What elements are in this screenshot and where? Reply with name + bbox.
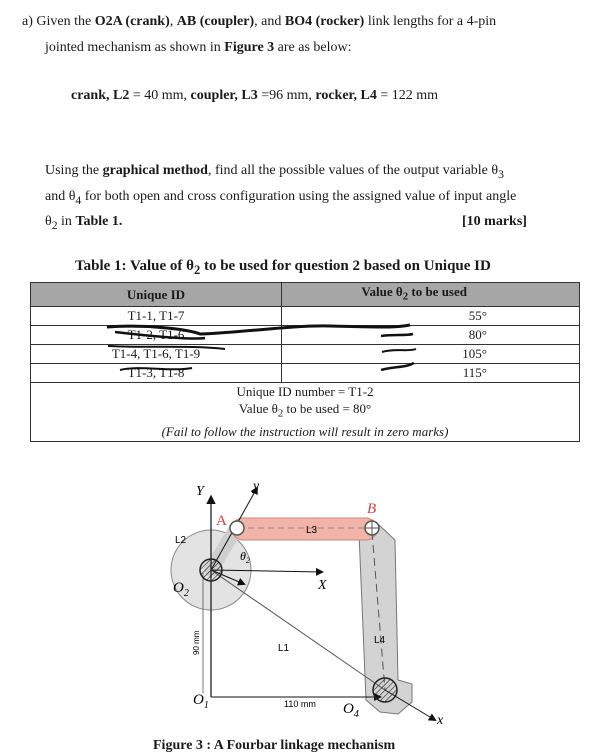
note-unique-id: Unique ID number = T1-2 <box>236 384 374 400</box>
crank-length-value: = 40 mm, <box>129 88 191 103</box>
crank-length-label: crank, L2 <box>71 88 130 103</box>
subscript: 2 <box>402 290 409 303</box>
header-text: to be used <box>408 284 467 299</box>
coupler-term: AB (coupler) <box>176 14 255 29</box>
joint-A <box>230 521 244 535</box>
header-unique-id: Unique ID <box>31 283 282 307</box>
subscript: 2 <box>277 407 284 420</box>
question-text: , <box>169 14 177 29</box>
label-dim-vertical: 90 mm <box>192 630 201 655</box>
label-X: X <box>318 578 327 593</box>
subscript: 2 <box>51 218 58 232</box>
note-warning: (Fail to follow the instruction will result in zero marks) <box>161 423 449 439</box>
coupler-length-label: coupler, L3 <box>190 88 258 103</box>
pivot-O4 <box>373 678 397 702</box>
graphical-method-term: graphical method <box>102 163 208 178</box>
task-text: Using the <box>45 163 103 178</box>
figure-reference: Figure 3 <box>224 40 275 55</box>
header-text: Value θ <box>361 284 403 299</box>
label-O2: $O_2$ <box>173 580 189 599</box>
label-dim-horizontal: 110 mm <box>284 699 316 709</box>
label-O1: $O_1$ <box>193 692 209 711</box>
label-Y: Y <box>196 484 204 499</box>
marks-label: [10 marks] <box>462 214 527 229</box>
note-text: to be used = 80° <box>283 401 372 417</box>
subscript: 3 <box>498 167 504 181</box>
caption-text: Table 1: Value of θ <box>75 258 194 274</box>
subscript: 2 <box>193 263 201 277</box>
label-L3: L3 <box>306 525 318 536</box>
task-text: and θ <box>45 189 76 204</box>
row-id: T1-2, T1-6 <box>31 325 282 344</box>
row-value: 115° <box>282 363 580 382</box>
note-text: Value θ <box>238 401 278 417</box>
pivot-O2 <box>200 559 222 581</box>
figure-caption: Figure 3 : A Fourbar linkage mechanism <box>153 738 396 753</box>
question-text: jointed mechanism as shown in <box>45 40 225 55</box>
row-value: 55° <box>282 306 580 325</box>
label-A: A <box>216 513 227 529</box>
row-value: 105° <box>282 344 580 363</box>
caption-text: to be used for question 2 based on Unique ID <box>200 258 491 274</box>
label-x: x <box>437 713 444 728</box>
label-y: y <box>253 479 260 494</box>
row-value: 80° <box>282 325 580 344</box>
label-L2: L2 <box>175 535 187 546</box>
question-text: are as below: <box>274 40 352 55</box>
label-L4: L4 <box>374 635 386 646</box>
task-text: for both open and cross configuration using the assigned value of input angle <box>81 189 517 204</box>
coupler-link <box>232 518 377 540</box>
question-text: , and <box>254 14 285 29</box>
coupler-length-value: =96 mm, <box>257 88 316 103</box>
label-O4: $O_4$ <box>343 701 359 720</box>
rocker-length-value: = 122 mm <box>376 88 439 103</box>
question-text: link lengths for a 4-pin <box>364 14 497 29</box>
row-id: T1-3, T1-8 <box>31 363 282 382</box>
crank-term: O2A (crank) <box>94 14 170 29</box>
label-L1: L1 <box>278 643 290 654</box>
ground-link-line <box>211 570 385 690</box>
rocker-term: BO4 (rocker) <box>284 14 365 29</box>
row-id: T1-4, T1-6, T1-9 <box>31 344 282 363</box>
label-theta2: $\theta_2$ <box>240 549 250 565</box>
row-id: T1-1, T1-7 <box>31 306 282 325</box>
task-text: θ <box>45 214 52 229</box>
label-B: B <box>367 501 377 517</box>
task-text: in <box>57 214 76 229</box>
subscript: 4 <box>75 193 82 207</box>
task-text: , find all the possible values of the output variable θ <box>207 163 499 178</box>
question-text: a) Given the <box>22 14 95 29</box>
rocker-length-label: rocker, L4 <box>315 88 377 103</box>
table-reference: Table 1. <box>75 214 123 229</box>
